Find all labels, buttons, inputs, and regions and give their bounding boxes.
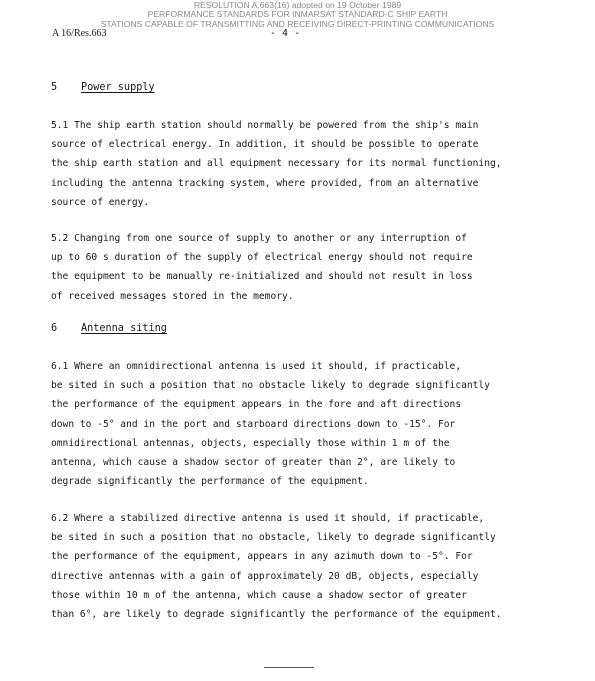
text-line: 6.1 Where an omnidirectional antenna is used it should, if practicable, [51, 361, 462, 372]
text-line: the performance of the equipment, appears in any azimuth down to -5°. For [51, 551, 473, 563]
text-line: source of energy. [51, 196, 150, 208]
paragraph-6-1 [51, 357, 541, 491]
end-rule [264, 667, 314, 668]
text-line: the performance of the equipment appears in the fore and aft directions [51, 399, 462, 411]
text-line: directive antennas with a gain of approximately 20 dB, objects, especially [51, 570, 479, 582]
text-line: be sited in such a position that no obstacle likely to degrade significantly [51, 380, 490, 392]
text-line: degrade significantly the performance of the equipment. [51, 476, 369, 488]
text-line: source of electrical energy. In addition, it should be possible to operate [51, 139, 479, 151]
text-line: 5.1 The ship earth station should normally be powered from the ship's main [51, 120, 479, 131]
paragraph-6-2 [51, 509, 541, 624]
text-line: the ship earth station and all equipment necessary for its normal functioning, [51, 158, 502, 170]
text-line: 5.2 Changing from one source of supply to another or any interruption of [51, 233, 467, 244]
text-line: including the antenna tracking system, where provided, from an alternative [51, 177, 479, 189]
text-line: down to -5° and in the port and starboard directions down to -15°. For [51, 418, 456, 430]
section-number: 6 [51, 323, 58, 334]
text-line: omnidirectional antennas, objects, especially those within 1 m of the [51, 437, 450, 449]
document-reference: A 16/Res.663 [52, 28, 107, 39]
section-number: 5 [51, 82, 58, 93]
text-line: be sited in such a position that no obstacle, likely to degrade significantly [51, 532, 496, 544]
text-line: than 6°, are likely to degrade significantly the performance of the equipment. [51, 608, 502, 620]
text-line: 6.2 Where a stabilized directive antenna is used it should, if practicable, [51, 513, 485, 524]
standard-title-line-2: STATIONS CAPABLE OF TRANSMITTING AND RECEIVING DIRECT-PRINTING COMMUNICATIONS [100, 19, 495, 29]
page-number: - 4 - [270, 28, 301, 39]
section-heading-antenna-siting [51, 323, 167, 334]
text-line: of received messages stored in the memory. [51, 290, 294, 302]
section-title: Antenna siting [81, 323, 167, 334]
paragraph-5-2 [51, 229, 541, 306]
text-line: antenna, which cause a shadow sector of greater than 2°, are likely to [51, 456, 456, 468]
text-line: the equipment to be manually re-initialized and should not result in loss [51, 271, 473, 283]
standard-title-line-1: PERFORMANCE STANDARDS FOR INMARSAT STANDARD-C SHIP EARTH [147, 9, 448, 19]
section-title: Power supply [81, 82, 155, 93]
paragraph-5-1 [51, 116, 541, 212]
section-heading-power-supply [51, 82, 155, 93]
text-line: up to 60 s duration of the supply of electrical energy should not require [51, 252, 473, 264]
resolution-header: RESOLUTION A.663(16) adopted on 19 October 1989 [193, 0, 402, 10]
text-line: those within 10 m of the antenna, which cause a shadow sector of greater [51, 589, 467, 601]
